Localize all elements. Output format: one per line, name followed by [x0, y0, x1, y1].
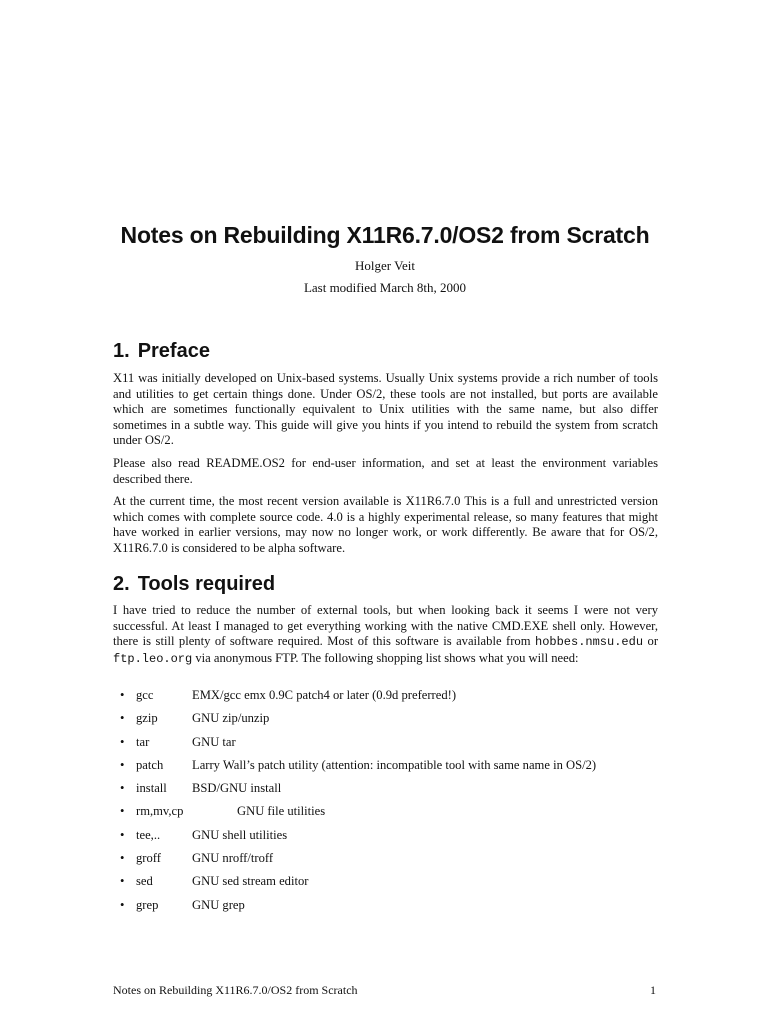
- section-title: Preface: [137, 340, 210, 362]
- tool-name: grep: [136, 897, 159, 912]
- document-author: Holger Veit: [354, 258, 416, 273]
- preface-paragraph-2: Please also read README.OS2 for end-user information, and set at least the environment variables described there.: [113, 456, 658, 486]
- tool-description: Larry Wall’s patch utility (attention: incompatible tool with same name in OS/2): [192, 757, 597, 772]
- list-item: [120, 851, 665, 874]
- bullet-icon: •: [120, 711, 125, 726]
- tool-name: gcc: [136, 688, 154, 702]
- section-title: Tools required: [137, 573, 276, 595]
- list-item: [120, 898, 665, 921]
- document-title: Notes on Rebuilding X11R6.7.0/OS2 from Scratch: [120, 222, 650, 248]
- bullet-icon: •: [120, 734, 125, 749]
- intro-text: I have tried to reduce the number of external tools, but when looking back it seems I were not very successful. At least I managed to get everything working with the native CMD.EXE shell only. However, there is still plenty of software required. Most of this software is available from: [113, 603, 658, 648]
- tool-name: rm,mv,cp: [136, 804, 184, 819]
- tool-name: sed: [136, 874, 153, 889]
- page-number: 1: [650, 983, 656, 997]
- tool-description: GNU zip/unzip: [192, 711, 270, 726]
- tool-description: GNU shell utilities: [192, 827, 288, 842]
- tools-intro-paragraph: [113, 603, 658, 667]
- list-item: [120, 735, 665, 758]
- tool-name: groff: [136, 851, 161, 866]
- bullet-icon: •: [120, 781, 125, 796]
- tool-description: GNU file utilities: [237, 804, 326, 819]
- bullet-icon: •: [120, 874, 125, 889]
- tools-list: [120, 688, 665, 921]
- footer-running-title: Notes on Rebuilding X11R6.7.0/OS2 from Scratch: [113, 983, 358, 997]
- list-item: [120, 828, 665, 851]
- list-item: [120, 711, 665, 734]
- preface-paragraph-1: X11 was initially developed on Unix-based systems. Usually Unix systems provide a rich number of tools and utilities to get certain things done. Under OS/2, these tools are not installed, but ports are available which are sometimes functionally equivalent to Unix utilities with the same name, but also differ sometimes in a subtle way. This guide will give you hints if you intend to rebuild the system from scratch under OS/2.: [113, 371, 658, 447]
- tool-description: GNU sed stream editor: [192, 874, 309, 889]
- bullet-icon: •: [120, 897, 125, 912]
- tool-description: BSD/GNU install: [192, 781, 282, 796]
- tool-name: patch: [136, 757, 164, 772]
- list-item: [120, 874, 665, 897]
- tool-name: tee,..: [136, 827, 161, 842]
- bullet-icon: •: [120, 757, 125, 772]
- section-number: 2.: [113, 573, 130, 595]
- section-number: 1.: [113, 340, 130, 362]
- section-heading-preface: [113, 340, 210, 363]
- section-heading-tools-required: [113, 573, 275, 596]
- tool-name: tar: [136, 734, 150, 749]
- list-item: [120, 804, 665, 827]
- list-item: [120, 758, 665, 781]
- bullet-icon: •: [120, 804, 125, 819]
- tool-name: gzip: [136, 711, 158, 726]
- tool-description: GNU tar: [192, 734, 236, 749]
- intro-text: or: [643, 634, 659, 648]
- tool-description: EMX/gcc emx 0.9C patch4 or later (0.9d preferred!): [192, 688, 457, 702]
- last-modified-date: Last modified March 8th, 2000: [303, 280, 467, 295]
- tool-name: install: [136, 781, 167, 796]
- ftp-host-leo: ftp.leo.org: [113, 651, 193, 666]
- preface-paragraph-3: At the current time, the most recent version available is X11R6.7.0 This is a full and unrestricted version which comes with complete source code. 4.0 is a highly experimental release, so many features that might have worked in earlier versions, may now no longer work, or work differently. Be aware that for OS/2, X11R6.7.0 is considered to be alpha software.: [113, 494, 658, 555]
- bullet-icon: •: [120, 827, 125, 842]
- ftp-host-hobbes: hobbes.nmsu.edu: [535, 635, 644, 649]
- list-item: [120, 781, 665, 804]
- list-item: [120, 688, 665, 711]
- tool-description: GNU grep: [192, 897, 245, 912]
- intro-text: via anonymous FTP. The following shopping list shows what you will need:: [192, 650, 579, 665]
- bullet-icon: •: [120, 688, 125, 702]
- tool-description: GNU nroff/troff: [192, 851, 274, 866]
- bullet-icon: •: [120, 851, 125, 866]
